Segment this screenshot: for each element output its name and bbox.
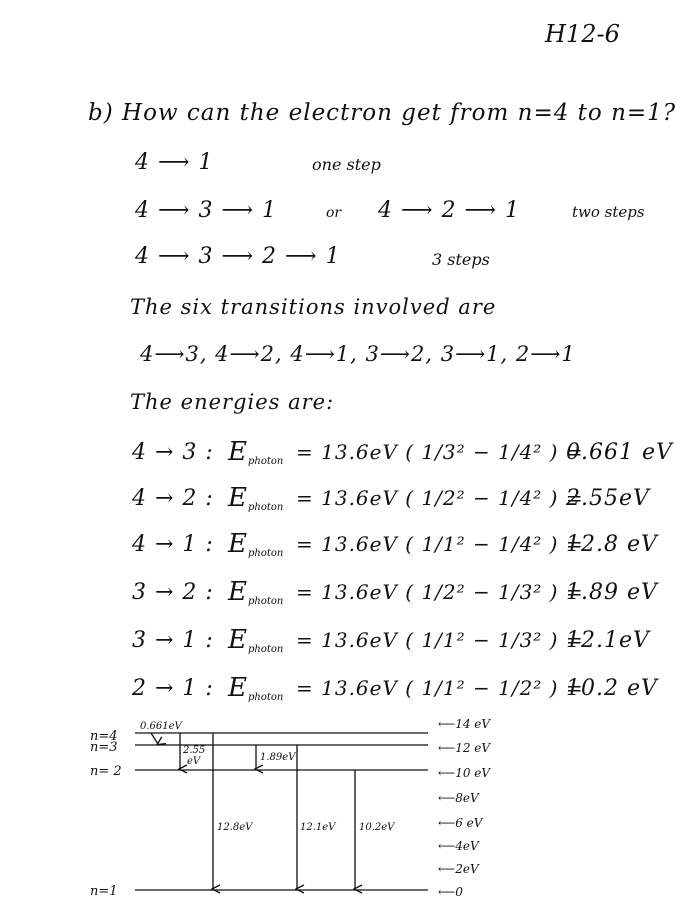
energy-row-42-symbol: E bbox=[228, 483, 248, 513]
energy-row-42-result: 2.55eV bbox=[566, 486, 650, 511]
transition-label-3-1: 12.1eV bbox=[300, 822, 336, 833]
energy-row-21-symbol: E bbox=[228, 673, 248, 703]
transition-label-2-1: 10.2eV bbox=[359, 822, 395, 833]
energy-row-31-transition: 3 → 1 : bbox=[132, 628, 214, 653]
scale-label-10: ⟵10 eV bbox=[438, 766, 491, 780]
energy-row-43-transition: 4 → 3 : bbox=[132, 440, 214, 465]
scale-label-2: ⟵2eV bbox=[438, 862, 479, 876]
energy-row-32-formula: = 13.6eV ( 1/2² − 1/3² ) = bbox=[296, 580, 584, 604]
path-three-step-note: 3 steps bbox=[432, 250, 490, 269]
energy-row-21-transition: 2 → 1 : bbox=[132, 676, 214, 701]
transition-label-4-1: 12.8eV bbox=[217, 822, 253, 833]
page-id: H12-6 bbox=[545, 20, 620, 48]
path-one-step-note: one step bbox=[312, 155, 381, 174]
level-label-n4: n=4 bbox=[90, 729, 118, 744]
energy-row-43-symbol: E bbox=[228, 437, 248, 467]
path-three-step: 4 ⟶ 3 ⟶ 2 ⟶ 1 bbox=[135, 244, 341, 269]
energy-row-31-result: 12.1eV bbox=[566, 628, 650, 653]
energy-row-32-sub: photon bbox=[248, 596, 284, 607]
energy-row-21-result: 10.2 eV bbox=[566, 676, 658, 701]
energy-row-41-sub: photon bbox=[248, 548, 284, 559]
energy-row-42-formula: = 13.6eV ( 1/2² − 1/4² ) = bbox=[296, 486, 584, 510]
path-or: or bbox=[326, 205, 342, 221]
transition-label-4-3: 0.661eV bbox=[140, 721, 182, 732]
energy-row-21-sub: photon bbox=[248, 692, 284, 703]
level-label-n2: n= 2 bbox=[90, 764, 122, 779]
energy-row-32-result: 1.89 eV bbox=[566, 580, 658, 605]
scale-label-8: ⟵8eV bbox=[438, 791, 479, 805]
transition-arrows bbox=[151, 733, 355, 889]
transition-label-4-2-unit: eV bbox=[187, 756, 201, 767]
six-transitions-list: 4⟶3, 4⟶2, 4⟶1, 3⟶2, 3⟶1, 2⟶1 bbox=[140, 342, 576, 366]
level-label-n3: n=3 bbox=[90, 740, 118, 755]
scale-label-0: ⟵0 bbox=[438, 885, 463, 899]
six-transitions-title: The six transitions involved are bbox=[130, 295, 497, 319]
energy-row-41-transition: 4 → 1 : bbox=[132, 532, 214, 557]
energies-title: The energies are: bbox=[130, 390, 335, 414]
energy-row-41-result: 12.8 eV bbox=[566, 532, 658, 557]
path-one-step: 4 ⟶ 1 bbox=[135, 150, 214, 175]
arrow-4-3 bbox=[151, 733, 158, 744]
energy-row-42-sub: photon bbox=[248, 502, 284, 513]
energy-row-31-symbol: E bbox=[228, 625, 248, 655]
path-two-step-a: 4 ⟶ 3 ⟶ 1 bbox=[135, 198, 278, 223]
scale-label-4: ⟵4eV bbox=[438, 839, 479, 853]
energy-row-31-formula: = 13.6eV ( 1/1² − 1/3² ) = bbox=[296, 628, 584, 652]
energy-row-41-symbol: E bbox=[228, 529, 248, 559]
path-two-step-b: 4 ⟶ 2 ⟶ 1 bbox=[378, 198, 521, 223]
energy-row-21-formula: = 13.6eV ( 1/1² − 1/2² ) = bbox=[296, 676, 584, 700]
question-heading: b) How can the electron get from n=4 to n=1? bbox=[88, 100, 677, 126]
transition-label-3-2: 1.89eV bbox=[260, 752, 296, 763]
energy-row-41-formula: = 13.6eV ( 1/1² − 1/4² ) = bbox=[296, 532, 584, 556]
scale-label-12: ⟵12 eV bbox=[438, 741, 491, 755]
level-label-n1: n=1 bbox=[90, 884, 118, 899]
transition-label-4-2-value: 2.55 bbox=[183, 745, 206, 756]
scale-label-14: ⟵14 eV bbox=[438, 717, 491, 731]
energy-row-43-sub: photon bbox=[248, 456, 284, 467]
scale-label-6: ⟵6 eV bbox=[438, 816, 483, 830]
energy-row-31-sub: photon bbox=[248, 644, 284, 655]
energy-row-42-transition: 4 → 2 : bbox=[132, 486, 214, 511]
energy-row-43-result: 0.661 eV bbox=[566, 440, 673, 465]
energy-row-43-formula: = 13.6eV ( 1/3² − 1/4² ) = bbox=[296, 440, 584, 464]
energy-row-32-symbol: E bbox=[228, 577, 248, 607]
path-two-step-note: two steps bbox=[572, 203, 645, 221]
energy-row-32-transition: 3 → 2 : bbox=[132, 580, 214, 605]
